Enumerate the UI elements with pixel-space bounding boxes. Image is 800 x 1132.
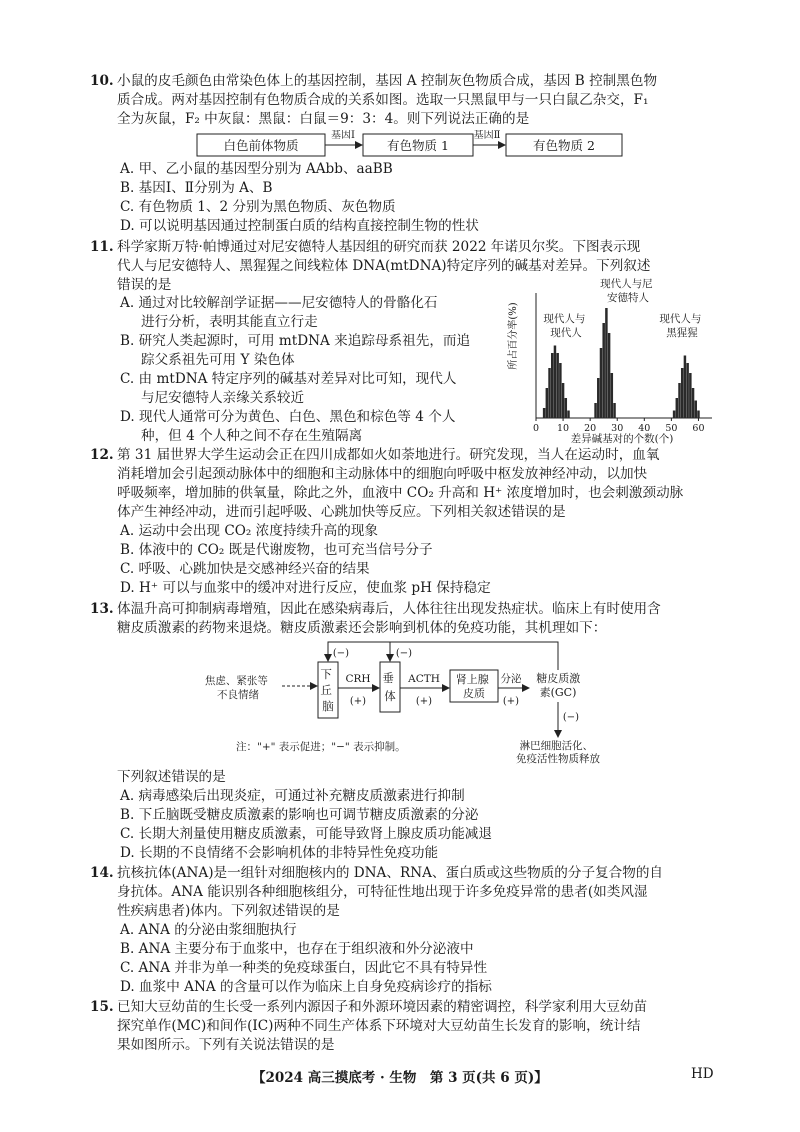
q13-arrow-crh-head: [372, 684, 380, 692]
q15-line-3: 果如图所示。下列有关说法错误的是: [117, 1037, 335, 1053]
q13-box-pituitary: [380, 662, 400, 712]
q12-line-1: 第 31 届世界大学生运动会正在四川成都如火如荼地进行。研究发现，当人在运动时，血氧: [117, 447, 660, 463]
q11-option-d-2: 种，但 4 个人种之间不存在生殖隔离: [141, 428, 363, 444]
q13-hypo-char-2: 丘: [320, 683, 332, 697]
chart-bar: [594, 403, 596, 418]
q13-pit-char-2: 体: [384, 689, 396, 703]
q12-line-2: 消耗增加会引起颈动脉体中的细胞和主动脉体中的细胞向呼吸中枢发放神经冲动，以加快: [117, 466, 648, 482]
q13-feedback-pit-head: [386, 654, 394, 662]
q13-hypo-char-1: 下: [320, 667, 332, 681]
q13-arrow-acth-head: [442, 684, 450, 692]
q10-arrow2-label: 基因Ⅱ: [473, 130, 501, 141]
chart-bar: [556, 353, 558, 418]
q13-number: 13.: [90, 601, 114, 617]
chart-bar: [695, 401, 697, 419]
q13-line-2: 糖皮质激素的药物来退烧。糖皮质激素还会影响到机体的免疫功能，其机理如下：: [117, 620, 607, 636]
q13-gc-line-2: 素(GC): [539, 686, 577, 699]
q11-option-b-2: 踪父系祖先可用 Y 染色体: [141, 352, 295, 368]
q11-line-1: 科学家斯万特·帕博通过对尼安德特人基因组的研究而获 2022 年诺贝尔奖。下图表示现: [117, 239, 641, 255]
q11-line-3: 错误的是: [117, 277, 172, 293]
mtdna-histogram-chart: [500, 276, 720, 448]
q13-effect-line-2: 免疫活性物质释放: [516, 753, 600, 764]
q13-acth-plus: (+): [415, 696, 433, 707]
q12-option-a: A. 运动中会出现 CO₂ 浓度持续升高的现象: [120, 523, 379, 539]
chart-annotation-2-line-1: 现代人与: [659, 313, 702, 325]
q14-line-2: 身抗体。ANA 能识别各种细胞核组分，可特征性地出现于许多免疫异常的患者(如类风湿: [117, 884, 648, 900]
q10-option-b: B. 基因Ⅰ、Ⅱ分别为 A、B: [120, 180, 273, 196]
q11-option-d-1: D. 现代人通常可分为黄色、白色、黑色和棕色等 4 个人: [120, 409, 456, 425]
chart-annotation-modern-chimpanzee: [659, 312, 704, 339]
q13-minus-hypothalamus: (−): [332, 648, 350, 659]
q13-source-line-2: 不良情绪: [217, 689, 259, 701]
q11-option-b-1: B. 研究人类起源时，可用 mtDNA 来追踪母系祖先，而追: [120, 333, 471, 349]
chart-annotation-0-line-1: 现代人与: [543, 313, 586, 325]
chart-bar: [562, 383, 564, 418]
q10-line-3: 全为灰鼠，F₂ 中灰鼠：黑鼠：白鼠＝9：3：4。则下列说法正确的是: [117, 111, 530, 127]
q10-option-a: A. 甲、乙小鼠的基因型分别为 AAbb、aaBB: [120, 161, 393, 177]
chart-annotation-modern-modern: [543, 312, 588, 339]
q13-gc-line-1: 糖皮质激: [536, 672, 581, 685]
chart-x-tick-label: 60: [692, 423, 705, 434]
chart-x-tick-label: 40: [638, 423, 651, 434]
q12-option-c: C. 呼吸、心跳加快是交感神经兴奋的结果: [120, 561, 370, 577]
chart-bar: [684, 356, 686, 419]
q13-source-line-1: 焦虑、紧张等: [204, 675, 268, 687]
q14-number: 14.: [90, 865, 114, 881]
q13-pituitary-label: [382, 671, 397, 703]
chart-bar: [559, 363, 561, 418]
q10-line-2: 质合成。两对基因控制有色物质合成的关系如图。选取一只黑鼠甲与一只白鼠乙杂交，F₁: [117, 92, 649, 108]
q13-arrow-down-head: [554, 730, 562, 738]
q10-arrow-1-head: [355, 141, 363, 149]
q13-prompt: 下列叙述错误的是: [117, 769, 226, 785]
chart-bar: [692, 388, 694, 418]
chart-bar: [681, 368, 683, 418]
chart-bar: [689, 373, 691, 418]
q14-option-c: C. ANA 并非为单一种类的免疫球蛋白，因此它不具有特异性: [120, 960, 488, 976]
q13-minus-pituitary: (−): [395, 648, 413, 659]
chart-bar: [613, 403, 615, 418]
q12-line-3: 呼吸频率，增加肺的供氧量，除此之外，血液中 CO₂ 升高和 H⁺ 浓度增加时，也会刺激颈动脉: [117, 485, 684, 501]
chart-x-tick-label: 30: [611, 423, 624, 434]
chart-x-tick-label: 10: [557, 423, 570, 434]
chart-bar: [608, 333, 610, 418]
q13-acth-label: ACTH: [408, 673, 440, 685]
chart-bar: [697, 411, 699, 419]
chart-bar: [673, 411, 675, 419]
q10-box2-label: 有色物质 1: [387, 138, 449, 153]
chart-bar: [686, 363, 688, 418]
q15-line-1: 已知大豆幼苗的生长受一系列内源因子和外源环境因素的精密调控，科学家利用大豆幼苗: [117, 999, 648, 1015]
chart-bar: [597, 378, 599, 418]
chart-bar: [567, 411, 569, 419]
q14-line-1: 抗核抗体(ANA)是一组针对细胞核内的 DNA、RNA、蛋白质或这些物质的分子复合物的自: [117, 865, 664, 881]
chart-bar: [548, 368, 550, 418]
q11-line-2: 代人与尼安德特人、黑猩猩之间线粒体 DNA(mtDNA)特定序列的碱基对差异。下列叙述: [117, 258, 651, 274]
chart-x-tick-label: 20: [584, 423, 597, 434]
q12-number: 12.: [90, 447, 114, 463]
q13-feedback-to-hypothalamus: [328, 642, 558, 670]
q13-adrenal-line-1: 肾上腺: [455, 673, 489, 686]
chart-x-tick-label: 0: [532, 423, 540, 434]
q15-number: 15.: [90, 999, 114, 1015]
q13-feedback-hypo-head: [324, 654, 332, 662]
page-footer-code: HD: [691, 1066, 714, 1082]
q10-option-c: C. 有色物质 1、2 分别为黑色物质、灰色物质: [120, 199, 396, 215]
q13-crh-label: CRH: [345, 673, 371, 685]
page-footer: 【2024 高三摸底考 · 生物 第 3 页(共 6 页)】: [252, 1070, 548, 1086]
q10-number: 10.: [90, 73, 114, 89]
chart-annotation-2-line-2: 黑猩猩: [666, 327, 698, 339]
chart-bar: [678, 383, 680, 418]
chart-bar: [543, 408, 545, 418]
q14-option-d: D. 血浆中 ANA 的含量可以作为临床上自身免疫病诊疗的指标: [120, 979, 492, 995]
q13-option-b: B. 下丘脑既受糖皮质激素的影响也可调节糖皮质激素的分泌: [120, 807, 479, 823]
q13-effect-text: [516, 739, 600, 764]
q13-option-d: D. 长期的不良情绪不会影响机体的非特异性免疫功能: [120, 845, 439, 861]
q13-option-a: A. 病毒感染后出现炎症，可通过补充糖皮质激素进行抑制: [120, 788, 465, 804]
q10-line-1: 小鼠的皮毛颜色由常染色体上的基因控制，基因 A 控制灰色物质合成，基因 B 控制黑色物: [117, 73, 658, 89]
q10-box3-label: 有色物质 2: [533, 138, 595, 153]
q10-box1-label: 白色前体物质: [223, 138, 299, 153]
chart-y-axis-label: 所占百分率(%): [508, 302, 519, 370]
q13-source-text: [205, 674, 271, 701]
q13-secrete-label: 分泌: [500, 673, 522, 685]
q13-effect-line-1: 淋巴细胞活化、: [519, 740, 594, 752]
q13-minus-immune: (−): [562, 712, 580, 723]
q13-hypo-char-3: 脑: [322, 699, 334, 713]
q11-option-a-2: 进行分析，表明其能直立行走: [141, 314, 318, 330]
chart-bar: [546, 388, 548, 418]
q10-option-d: D. 可以说明基因通过控制蛋白质的结构直接控制生物的性状: [120, 218, 479, 234]
q13-dashed-arrow-head: [310, 682, 318, 690]
q13-option-c: C. 长期大剂量使用糖皮质激素，可能导致肾上腺皮质功能减退: [120, 826, 492, 842]
chart-bar: [554, 346, 556, 419]
chart-bar: [602, 323, 604, 418]
q13-pit-char-1: 垂: [382, 671, 394, 685]
chart-annotation-1-line-1: 现代人与尼: [600, 278, 653, 290]
q11-option-a-1: A. 通过对比较解剖学证据——尼安德特人的骨骼化石: [120, 295, 438, 311]
q14-option-b: B. ANA 主要分布于血浆中，也存在于组织液和外分泌液中: [120, 941, 474, 957]
chart-bar: [676, 398, 678, 418]
q13-hypothalamus-label: [320, 667, 335, 713]
q11-option-c-2: 与尼安德特人亲缘关系较近: [141, 390, 305, 406]
q12-option-b: B. 体液中的 CO₂ 既是代谢废物，也可充当信号分子: [120, 542, 433, 558]
q13-line-1: 体温升高可抑制病毒增殖，因此在感染病毒后，人体往往出现发热症状。临床上有时使用含: [117, 601, 661, 617]
q10-pathway-diagram: [195, 130, 625, 160]
q10-arrow1-label: 基因Ⅰ: [331, 130, 355, 141]
q14-option-a: A. ANA 的分泌由浆细胞执行: [120, 922, 297, 938]
chart-annotation-modern-neanderthal: [600, 277, 656, 304]
chart-bar: [551, 353, 553, 418]
q11-number: 11.: [90, 239, 114, 255]
q12-option-d: D. H⁺ 可以与血浆中的缓冲对进行反应，使血浆 pH 保持稳定: [120, 580, 491, 596]
chart-annotation-1-line-2: 安德特人: [607, 292, 649, 304]
chart-annotation-0-line-2: 现代人: [550, 327, 582, 339]
q13-arrow-secrete-head: [522, 684, 530, 692]
q12-line-4: 体产生神经冲动，进而引起呼吸、心跳加快等反应。下列相关叙述错误的是: [117, 504, 566, 520]
q10-arrow-2-head: [498, 141, 506, 149]
chart-bar: [600, 348, 602, 418]
q11-option-c-1: C. 由 mtDNA 特定序列的碱基对差异对比可知，现代人: [120, 371, 457, 387]
chart-bar: [565, 398, 567, 418]
q13-adrenal-label: [456, 672, 493, 700]
q13-crh-plus: (+): [349, 696, 367, 707]
q13-gc-label: [536, 671, 584, 699]
q13-secrete-plus: (+): [502, 696, 520, 707]
q13-diagram-note: 注："+" 表示促进；"−" 表示抑制。: [236, 741, 406, 753]
q13-adrenal-line-2: 皮质: [463, 687, 485, 700]
q15-line-2: 探究单作(MC)和间作(IC)两种不同生产体系下环境对大豆幼苗生长发育的影响，统计结: [117, 1018, 641, 1034]
chart-x-tick-label: 50: [665, 423, 678, 434]
chart-x-axis-label: 差异碱基对的个数(个): [570, 433, 674, 445]
q14-line-3: 性疾病患者)体内。下列叙述错误的是: [117, 903, 340, 919]
q13-hpa-axis-diagram: [200, 632, 660, 764]
chart-bar: [611, 373, 613, 418]
chart-bar: [605, 308, 607, 418]
